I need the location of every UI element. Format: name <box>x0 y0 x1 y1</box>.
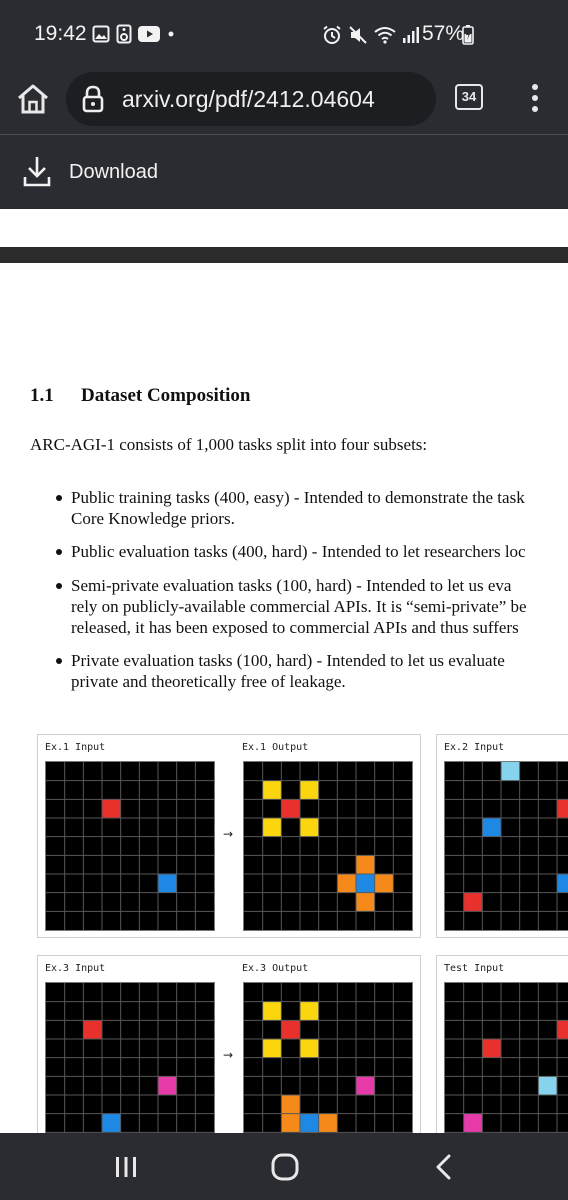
grid-cell-orange <box>375 874 394 893</box>
url-text: arxiv.org/pdf/2412.04604 <box>122 86 375 112</box>
grid-caption-ex1-output: Ex.1 Output <box>242 742 309 753</box>
grid-cell-blue <box>158 874 177 893</box>
grid-cell-red <box>464 893 483 912</box>
grid-cell-orange <box>356 855 375 874</box>
grid-cell-orange <box>319 1114 338 1133</box>
grid-caption-ex3-input: Ex.3 Input <box>45 963 106 974</box>
bullet-line: released, it has been exposed to commercial APIs and thus suffers <box>71 618 519 637</box>
battery-icon <box>462 25 474 45</box>
url-bar[interactable] <box>66 72 436 126</box>
download-icon <box>22 155 52 187</box>
grid-cell-magenta <box>464 1114 483 1133</box>
grid-cell-red <box>102 799 121 818</box>
grid-cell-yellow <box>263 818 282 837</box>
grid-cell-yellow <box>263 781 282 800</box>
grid-cell-yellow <box>263 1039 282 1058</box>
menu-button[interactable] <box>523 82 547 114</box>
grid-cell-blue <box>557 874 568 893</box>
arc-grid-ex3-input <box>45 982 215 1133</box>
grid-cell-orange <box>356 893 375 912</box>
grid-cell-lightblue <box>501 762 520 781</box>
system-nav-bar <box>0 1133 568 1200</box>
grid-cell-yellow <box>300 1002 319 1021</box>
status-bar <box>0 0 568 60</box>
home-icon <box>14 80 52 118</box>
transform-arrow: → <box>223 1048 234 1062</box>
battery-percentage: 57% <box>422 22 465 45</box>
back-button[interactable] <box>434 1154 454 1180</box>
arc-grid-ex1-input <box>45 761 215 931</box>
status-right-icons <box>322 24 420 46</box>
youtube-icon <box>138 26 160 42</box>
grid-cell-blue <box>102 1114 121 1133</box>
grid-cell-orange <box>337 874 356 893</box>
grid-cell-lightblue <box>538 1076 557 1095</box>
alarm-icon <box>322 25 342 45</box>
status-left-icons <box>92 24 176 44</box>
status-time: 19:42 <box>34 22 87 45</box>
home-circle-icon <box>271 1153 299 1181</box>
section-title: Dataset Composition <box>81 385 251 406</box>
home-button[interactable] <box>14 80 52 118</box>
bullet-line: Core Knowledge priors. <box>71 509 235 528</box>
grid-cell-red <box>557 1020 568 1039</box>
grid-cell-red <box>482 1039 501 1058</box>
grid-cell-blue <box>356 874 375 893</box>
grid-cell-blue <box>482 818 501 837</box>
page-separator <box>0 247 568 263</box>
signal-icon <box>402 26 420 44</box>
back-chevron-icon <box>434 1154 454 1180</box>
bullet-line: Semi-private evaluation tasks (100, hard) - Intended to let us eva <box>71 576 512 595</box>
nav-home-button[interactable] <box>271 1153 299 1181</box>
grid-cell-blue <box>300 1114 319 1133</box>
arc-grid-ex2-input <box>444 761 568 931</box>
grid-cell-yellow <box>300 781 319 800</box>
arc-grid-ex1-output <box>243 761 413 931</box>
recents-icon <box>114 1155 138 1179</box>
download-label: Download <box>69 161 158 183</box>
grid-caption-test-input: Test Input <box>444 963 505 974</box>
mute-icon <box>348 25 368 45</box>
grid-background <box>46 762 214 930</box>
transform-arrow: → <box>223 827 234 841</box>
grid-caption-ex3-output: Ex.3 Output <box>242 963 309 974</box>
grid-cell-red <box>557 799 568 818</box>
grid-cell-red <box>281 1020 300 1039</box>
download-bar[interactable] <box>0 135 568 209</box>
grid-cell-yellow <box>300 818 319 837</box>
arc-grid-ex3-output <box>243 982 413 1133</box>
bullet-line: Public evaluation tasks (400, hard) - Intended to let researchers loc <box>71 542 526 561</box>
grid-caption-ex2-input: Ex.2 Input <box>444 742 505 753</box>
speaker-icon <box>116 24 132 44</box>
arc-grid-test-input <box>444 982 568 1133</box>
grid-cell-red <box>281 799 300 818</box>
bullet-dot <box>56 495 62 501</box>
grid-cell-orange <box>281 1114 300 1133</box>
grid-cell-orange <box>281 1095 300 1114</box>
grid-cell-red <box>83 1020 102 1039</box>
dot-icon <box>166 29 176 39</box>
tab-switcher-button[interactable]: 34 <box>455 84 483 110</box>
pdf-page[interactable] <box>0 263 568 1133</box>
section-number: 1.1 <box>30 385 54 406</box>
grid-cell-magenta <box>158 1076 177 1095</box>
bullet-line: rely on publicly-available commercial APIs. It is “semi-private” be <box>71 597 527 616</box>
intro-text: ARC-AGI-1 consists of 1,000 tasks split into four subsets: <box>30 435 428 454</box>
bullet-dot <box>56 583 62 589</box>
bullet-dot <box>56 658 62 664</box>
bullet-line: private and theoretically free of leakage. <box>71 672 346 691</box>
gallery-icon <box>92 25 110 43</box>
bullet-dot <box>56 549 62 555</box>
bullet-line: Private evaluation tasks (100, hard) - Intended to let us evaluate <box>71 651 505 670</box>
recents-button[interactable] <box>114 1155 138 1179</box>
section-heading <box>30 385 250 407</box>
grid-cell-yellow <box>263 1002 282 1021</box>
more-vert-icon <box>523 82 547 114</box>
pdf-gap <box>0 209 568 247</box>
bullet-line: Public training tasks (400, easy) - Intended to demonstrate the task <box>71 488 525 507</box>
lock-icon <box>82 85 104 113</box>
grid-cell-yellow <box>300 1039 319 1058</box>
grid-caption-ex1-input: Ex.1 Input <box>45 742 106 753</box>
wifi-icon <box>374 26 396 44</box>
browser-toolbar <box>0 60 568 134</box>
grid-cell-magenta <box>356 1076 375 1095</box>
